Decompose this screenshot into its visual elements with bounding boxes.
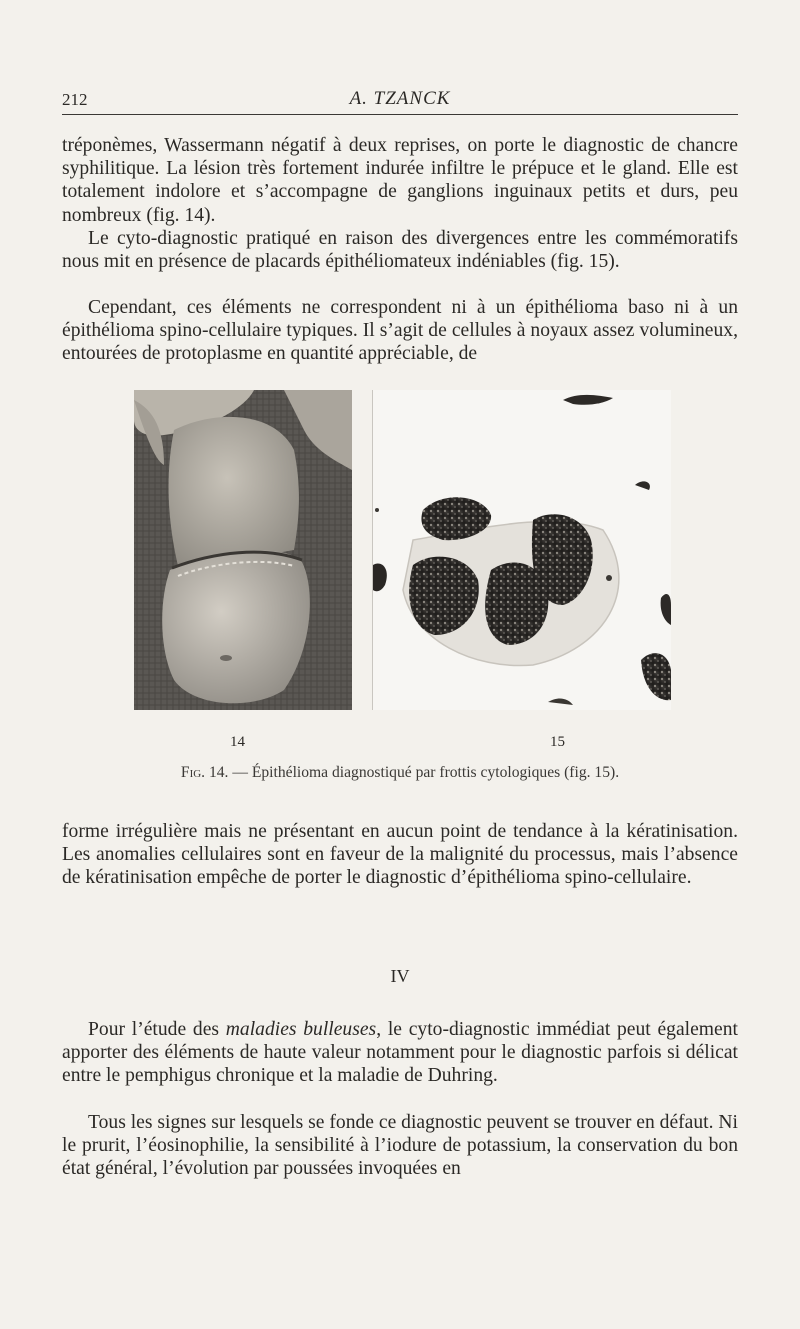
section-heading-iv: IV — [390, 966, 410, 986]
body-paragraph-3: Cependant, ces éléments ne correspondent ni à un épithélioma baso ni à un épithélioma spino-cellulaire typiques. Il s’agit de cellules à noyaux assez volumineux, entourées de protoplasme en quantité appréciable, de — [62, 297, 738, 365]
body-paragraph-6: Tous les signes sur lesquels se fonde ce diagnostic peuvent se trouver en défaut. Ni le prurit, l’éosinophilie, la sensibilité à l’iodure de potassium, la conservation du bon état général, l’évolution par poussées invoquées en — [62, 1112, 738, 1180]
figure-14-photograph — [134, 390, 352, 710]
caption-text: — Épithélioma diagnostiqué par frottis cytologiques (fig. 15). — [228, 764, 620, 781]
figure-caption — [62, 764, 738, 782]
figure-15-number: 15 — [550, 734, 565, 750]
running-title: A. TZANCK — [349, 88, 451, 109]
figure-14-number: 14 — [230, 734, 245, 750]
clinical-lesion-photo — [134, 390, 352, 710]
body-paragraph-5 — [62, 1018, 738, 1088]
caption-figure-label: Fig. 14. — [180, 764, 229, 781]
body-paragraph-4: forme irrégulière mais ne présentant en aucun point de tendance à la kératinisation. Les anomalies cellulaires sont en faveur de la malignité du processus, mais l’absence de kératinisation empêche de porter le diagnostic d’épithélioma spino-cellulaire. — [62, 821, 738, 889]
paragraph-5-rest: , le cyto-diagnostic immédiat peut également apporter des éléments de haute valeur notamment pour le diagnostic parfois si délicat entre le pemphigus chronique et la maladie de Duhring. — [62, 1019, 738, 1087]
body-paragraph-1: tréponèmes, Wassermann négatif à deux reprises, on porte le diagnostic de chancre syphilitique. La lésion très fortement indurée infiltre le prépuce et le gland. Elle est totalement indolore et s’accompagne de ganglions inguinaux petits et durs, peu nombreux (fig. 14). — [62, 135, 738, 226]
paragraph-5-italic-term: maladies bulleuses — [225, 1019, 377, 1040]
body-paragraph-2: Le cyto-diagnostic pratiqué en raison des divergences entre les commémoratifs nous mit en présence de placards épithéliomateux indéniables (fig. 15). — [62, 228, 738, 273]
figure-15-micrograph — [372, 390, 671, 710]
page-number: 212 — [62, 90, 88, 109]
page-header — [62, 88, 738, 115]
paragraph-5-lead: Pour l’étude des — [88, 1019, 226, 1040]
cytology-smear-photo — [373, 390, 671, 710]
